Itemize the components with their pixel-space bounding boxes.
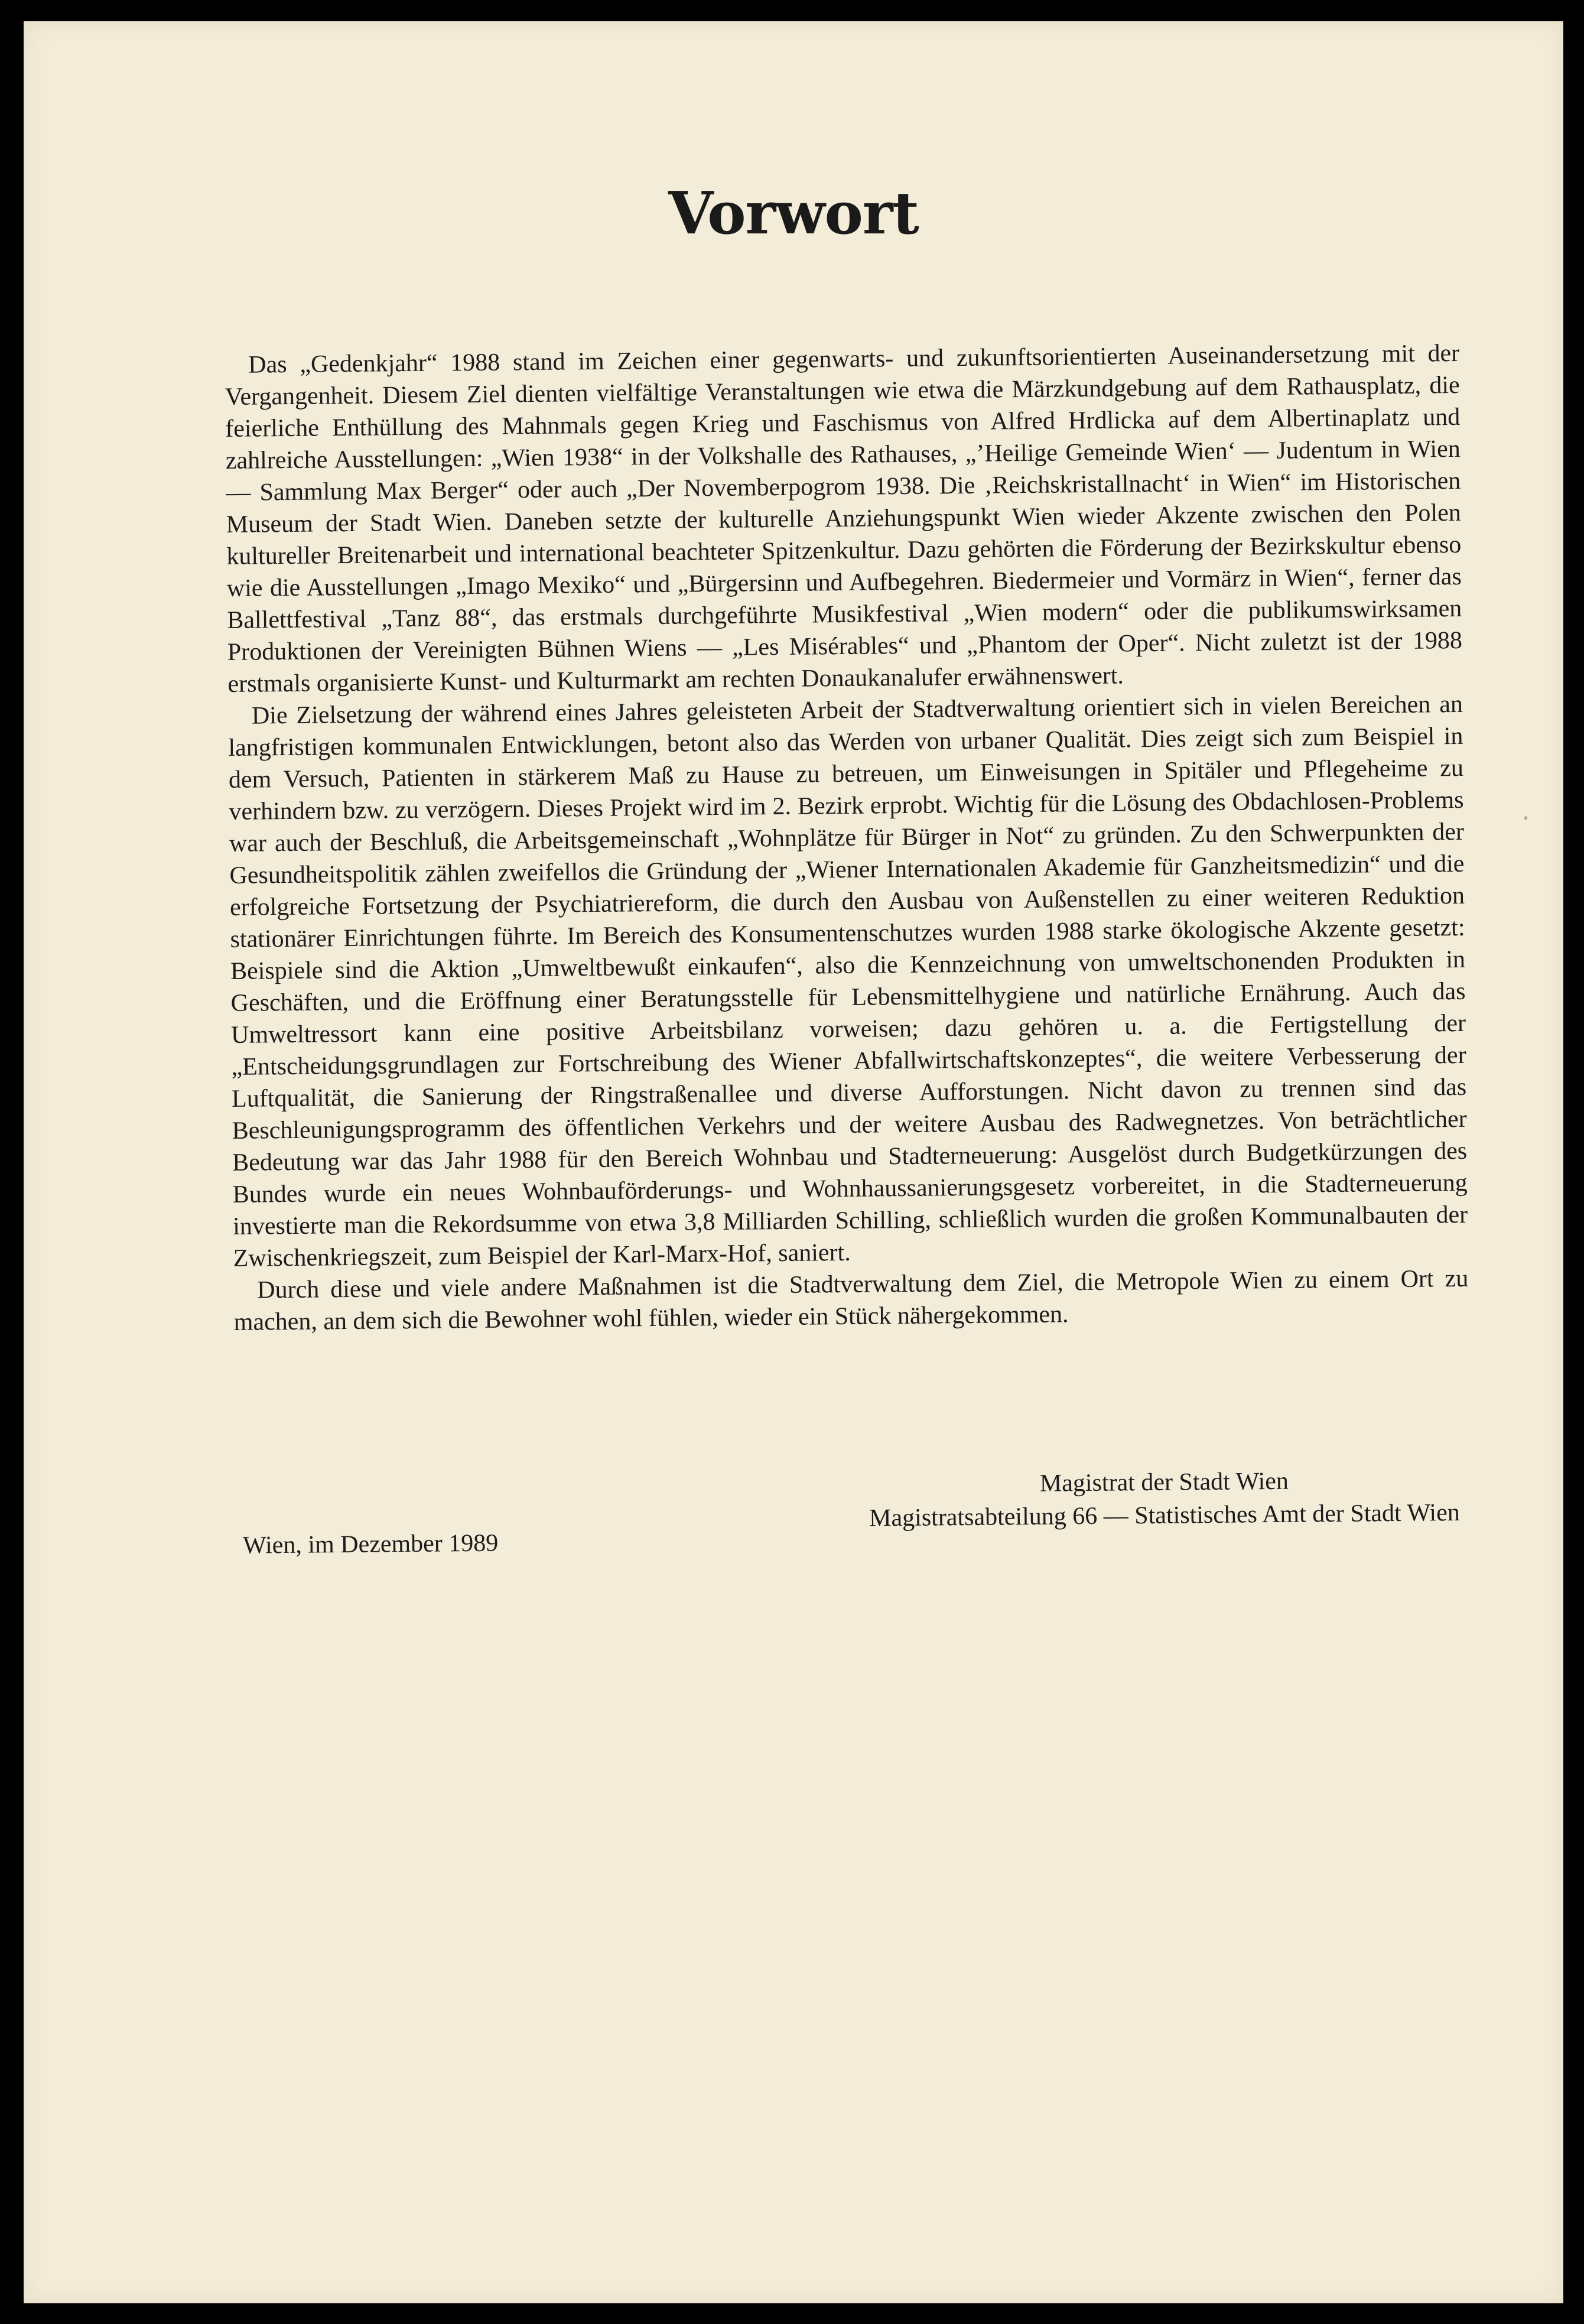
place-date: Wien, im Dezember 1989 <box>242 1529 499 1559</box>
body-text <box>225 337 1469 1338</box>
signature-block <box>225 1463 1460 1559</box>
issuer <box>869 1463 1460 1535</box>
paragraph-3: Durch diese und viele andere Maßnahmen ist die Stadtverwaltung dem Ziel, die Metropole Wien zu einem Ort zu machen, an dem sich die Bewohner wohl fühlen, wieder ein Stück nähergekommen. <box>233 1265 1469 1336</box>
page-title: Vorwort <box>668 180 919 248</box>
document-page <box>24 21 1563 2303</box>
issuer-line-2: Magistratsabteilung 66 — Statistisches Amt der Stadt Wien <box>869 1499 1460 1532</box>
paragraph-2: Die Zielsetzung der während eines Jahres geleisteten Arbeit der Stadtverwaltung orientiert sich in vielen Bereichen an langfristigen kommunalen Entwicklungen, betont also das Werden von urbaner Qualität. Dies zeigt sich zum Beispiel in dem Versuch, Patienten in stärkerem Maß zu Hause zu betreuen, um Einweisungen in Spitäler und Pflegeheime zu verhindern bzw. zu verzögern. Dieses Projekt wird im 2. Bezirk erprobt. Wichtig für die Lösung des Obdachlosen-Problems war auch der Beschluß, die Arbeitsgemeinschaft „Wohnplätze für Bürger in Not“ zu gründen. Zu den Schwerpunkten der Gesundheitspolitik zählen zweifellos die Gründung der „Wiener Internationalen Akademie für Ganzheitsmedizin“ und die erfolgreiche Fortsetzung der Psychiatriereform, die durch den Ausbau von Außenstellen zu einer weiteren Reduktion stationärer Einrichtungen führte. Im Bereich des Konsumentenschutzes wurden 1988 starke ökologische Akzente gesetzt: Beispiele sind die Aktion „Umweltbewußt einkaufen“, also die Kennzeichnung von umweltschonenden Produkten in Geschäften, und die Eröffnung einer Beratungsstelle für Lebensmittelhygiene und natürliche Ernährung. Auch das Umweltressort kann eine positive Arbeitsbilanz vorweisen; dazu gehören u. a. die Fertigstellung der „Entscheidungsgrundlagen zur Fortschreibung des Wiener Abfallwirtschaftskonzeptes“, die weitere Verbesserung der Luftqualität, die Sanierung der Ringstraßenallee und diverse Aufforstungen. Nicht davon zu trennen sind das Beschleunigungsprogramm des öffentlichen Verkehrs und der weitere Ausbau des Radwegnetzes. Von beträchtlicher Bedeutung war das Jahr 1988 für den Bereich Wohnbau und Stadterneuerung: Ausgelöst durch Budgetkürzungen des Bundes wurde ein neues Wohnbauförderungs- und Wohnhaussanierungsgesetz vorbereitet, in die Stadterneuerung investierte man die Rekordsumme von etwa 3,8 Milliarden Schilling, schließlich wurden die großen Kommunalbauten der Zwischenkriegszeit, zum Beispiel der Karl-Marx-Hof, saniert. <box>228 690 1468 1272</box>
scan-frame <box>8 6 1575 2316</box>
issuer-line-1: Magistrat der Stadt Wien <box>1039 1467 1289 1497</box>
paragraph-1: Das „Gedenkjahr“ 1988 stand im Zeichen einer gegenwarts- und zukunftsorientierten Auseinandersetzung mit der Vergangenheit. Diesem Ziel dienten vielfältige Veranstaltungen wie etwa die Märzkundgebung auf dem Rathausplatz, die feierliche Enthüllung des Mahnmals gegen Krieg und Faschismus von Alfred Hrdlicka auf dem Albertinaplatz und zahlreiche Ausstellungen: „Wien 1938“ in der Volkshalle des Rathauses, „’Heilige Gemeinde Wien‘ — Judentum in Wien — Sammlung Max Berger“ oder auch „Der Novemberpogrom 1938. Die ‚Reichskristallnacht‘ in Wien“ im Historischen Museum der Stadt Wien. Daneben setzte der kulturelle Anziehungspunkt Wien wieder Akzente zwischen den Polen kultureller Breitenarbeit und international beachteter Spitzenkultur. Dazu gehörten die Förderung der Bezirkskultur ebenso wie die Ausstellungen „Imago Mexiko“ und „Bürgersinn und Aufbegehren. Biedermeier und Vormärz in Wien“, ferner das Ballettfestival „Tanz 88“, das erstmals durchgeführte Musikfestival „Wien modern“ oder die publikumswirksamen Produktionen der Vereinigten Bühnen Wiens — „Les Misérables“ und „Phantom der Oper“. Nicht zuletzt ist der 1988 erstmals organisierte Kunst- und Kulturmarkt am rechten Donaukanalufer erwähnenswert. <box>225 339 1463 698</box>
paper-speck <box>1524 816 1527 820</box>
